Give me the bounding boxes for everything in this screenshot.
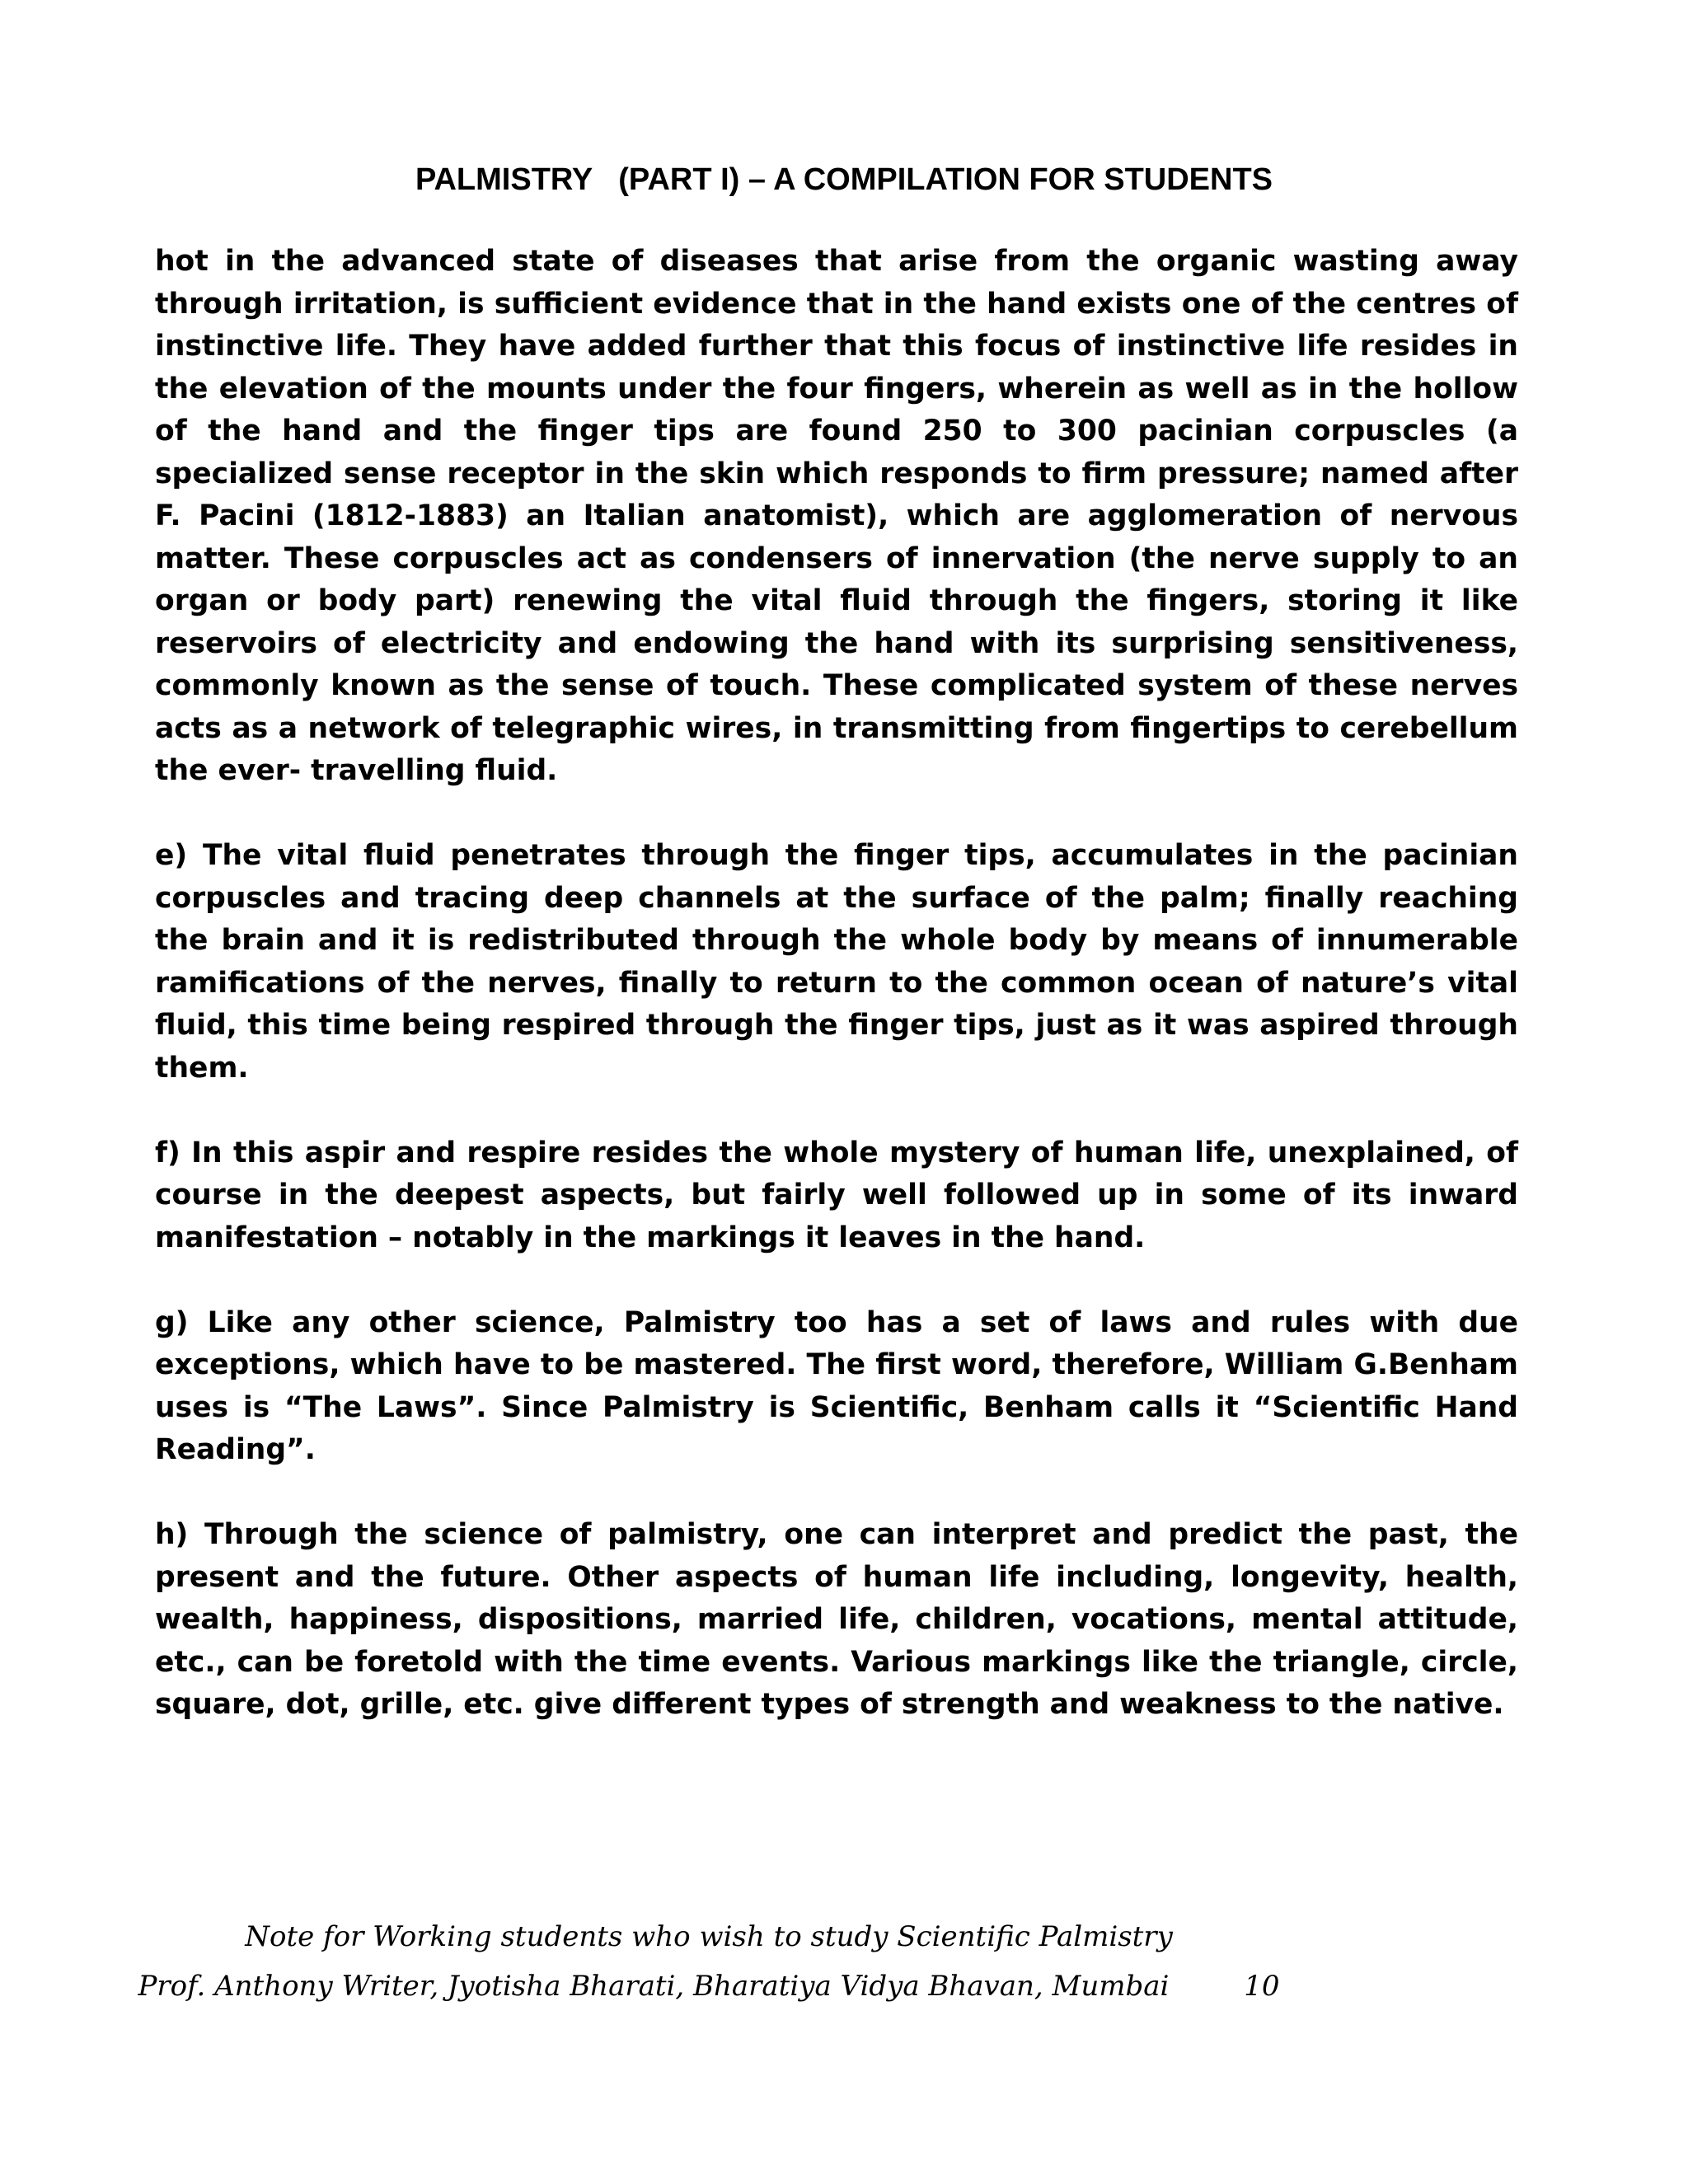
page-footer [0, 1912, 1688, 2011]
paragraph-g: g) Like any other science, Palmistry too has a set of laws and rules with due exceptions, which have to be mastered. The first word, therefore, William G.Benham uses is “The Laws”. Since Palmistry is Scientific, Benham calls it “Scientific Hand Reading”. [155, 1305, 1518, 1466]
paragraph-e: e) The vital fluid penetrates through the finger tips, accumulates in the pacinian corpuscles and tracing deep channels at the surface of the palm; finally reaching the brain and it is redistributed through the whole body by means of innumerable ramifications of the nerves, finally to return to the common ocean of nature’s vital fluid, this time being respired through the finger tips, just as it was aspired through them. [155, 839, 1518, 1085]
paragraph-h: h) Through the science of palmistry, one can interpret and predict the past, the present and the future. Other aspects of human life including, longevity, health, wealth, happiness, dispositions, married life, children, vocations, mental attitude, etc., can be foretold with the time events. Various markings like the triangle, circle, square, dot, grille, etc. give different types of strength and weakness to the native. [155, 1518, 1518, 1721]
body-text [155, 241, 1518, 1727]
page-number: 10 [1244, 1970, 1280, 2003]
paragraph-f: f) In this aspir and respire resides the whole mystery of human life, unexplained, of course in the deepest aspects, but fairly well followed up in some of its inward manifestation – notably in the markings it leaves in the hand. [155, 1136, 1518, 1254]
paragraph-continuation: hot in the advanced state of diseases that arise from the organic wasting away through irritation, is sufficient evidence that in the hand exists one of the centres of instinctive life. They have added further that this focus of instinctive life resides in the elevation of the mounts under the four fingers, wherein as well as in the hollow of the hand and the finger tips are found 250 to 300 pacinian corpuscles (a specialized sense receptor in the skin which responds to firm pressure; named after F. Pacini (1812-1883) an Italian anatomist), which are agglomeration of nervous matter. These corpuscles act as condensers of innervation (the nerve supply to an organ or body part) renewing the vital fluid through the fingers, storing it like reservoirs of electricity and endowing the hand with its surprising sensitiveness, commonly known as the sense of touch. These complicated system of these nerves acts as a network of telegraphic wires, in transmitting from fingertips to cerebellum the ever- travelling fluid. [155, 245, 1518, 787]
footer-note: Note for Working students who wish to study Scientific Palmistry [245, 1920, 1173, 1953]
footer-author-line [0, 1961, 1418, 2011]
page-title: PALMISTRY (PART I) – A COMPILATION FOR STUDENTS [415, 162, 1273, 197]
footer-author: Prof. Anthony Writer, Jyotisha Bharati, Bharatiya Vidya Bhavan, Mumbai [138, 1970, 1170, 2003]
